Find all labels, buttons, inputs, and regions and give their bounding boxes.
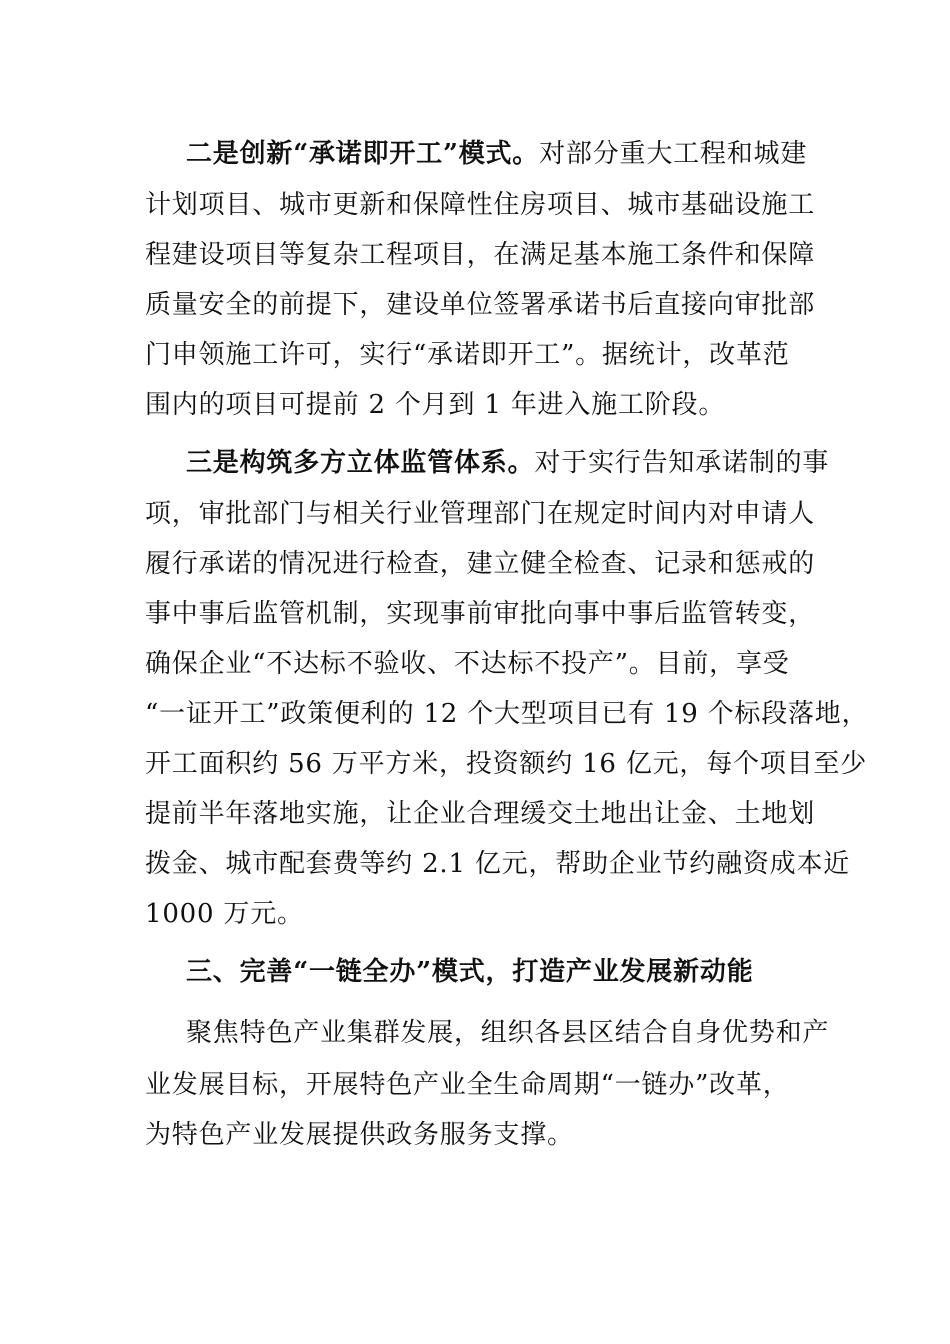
paragraph-line: 质量安全的前提下，建设单位签署承诺书后直接向审批部: [145, 290, 816, 320]
paragraph-lead: 二是创新“承诺即开工”模式。: [186, 139, 540, 169]
paragraph-line: 程建设项目等复杂工程项目，在满足基本施工条件和保障: [145, 240, 816, 270]
paragraph-line: “一证开工”政策便利的 12 个大型项目已有 19 个标段落地，: [145, 699, 869, 729]
paragraph-line: [186, 446, 829, 480]
paragraph-line: [186, 137, 807, 171]
paragraph-line: 计划项目、城市更新和保障性住房项目、城市基础设施工: [145, 190, 816, 220]
paragraph-line: 拨金、城市配套费等约 2.1 亿元，帮助企业节约融资成本近: [145, 849, 851, 879]
paragraph-line: 事中事后监管机制，实现事前审批向事中事后监管转变，: [145, 599, 816, 629]
paragraph-line: 提前半年落地实施，让企业合理缓交土地出让金、土地划: [145, 799, 816, 829]
paragraph-line: 聚焦特色产业集群发展，组织各县区结合自身优势和产: [186, 1018, 830, 1048]
paragraph-text: 对部分重大工程和城建: [539, 139, 808, 169]
paragraph-line: 围内的项目可提前 2 个月到 1 年进入施工阶段。: [145, 390, 726, 420]
paragraph-line: 开工面积约 56 万平方米，投资额约 16 亿元，每个项目至少: [145, 749, 868, 779]
paragraph-line: 为特色产业发展提供政务服务支撑。: [145, 1120, 574, 1150]
paragraph-line: 门申领施工许可，实行“承诺即开工”。据统计，改革范: [145, 340, 790, 370]
paragraph-lead: 三是构筑多方立体监管体系。: [186, 448, 535, 478]
section-heading: 三、完善“一链全办”模式，打造产业发展新动能: [186, 957, 754, 987]
paragraph-line: 业发展目标，开展特色产业全生命周期“一链办”改革，: [145, 1070, 790, 1100]
paragraph-line: 1000 万元。: [145, 899, 304, 929]
paragraph-text: 对于实行告知承诺制的事: [534, 448, 830, 478]
paragraph-line: 项，审批部门与相关行业管理部门在规定时间内对申请人: [145, 499, 816, 529]
paragraph-line: 确保企业“不达标不验收、不达标不投产”。目前，享受: [145, 649, 790, 679]
paragraph-line: 履行承诺的情况进行检查，建立健全检查、记录和惩戒的: [145, 549, 816, 579]
